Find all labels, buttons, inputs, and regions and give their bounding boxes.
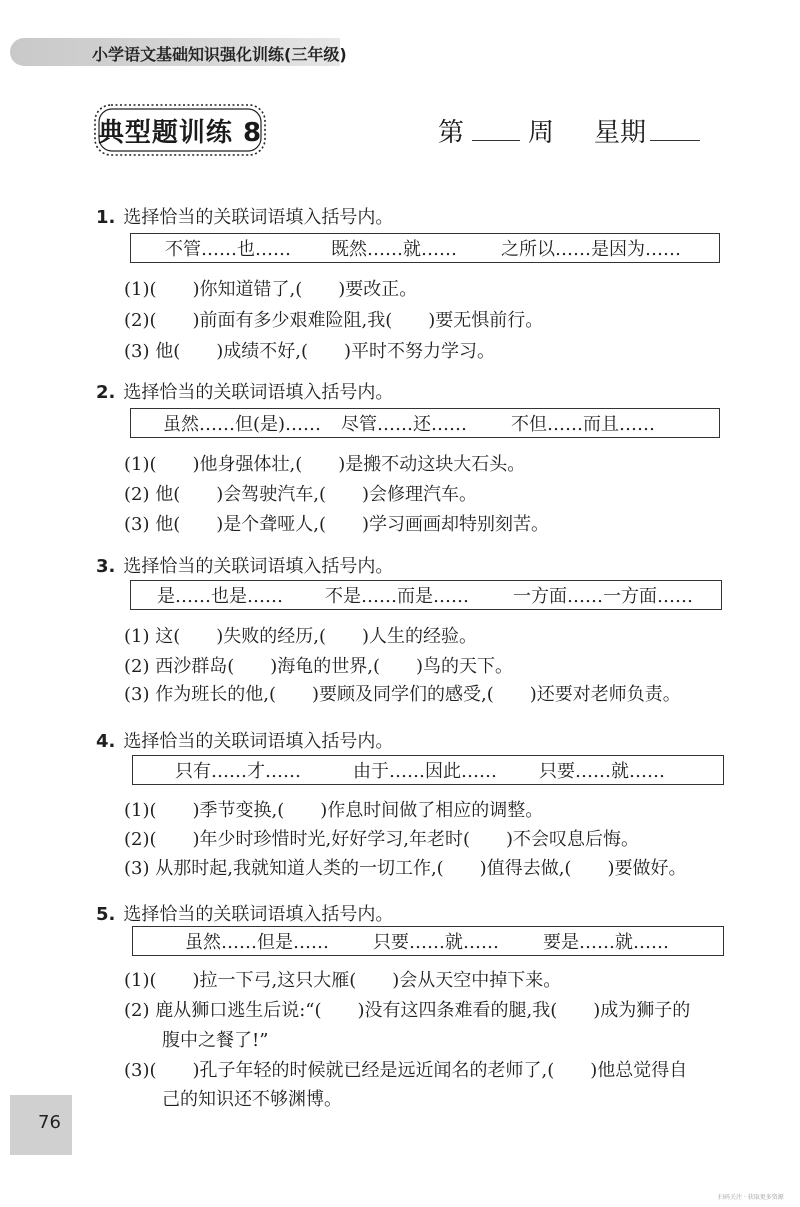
word-option: 由于……因此…… (353, 761, 497, 782)
question-title: 4. 选择恰当的关联词语填入括号内。 (96, 731, 394, 752)
exercise-badge (92, 102, 268, 158)
word-option: 不是……而是…… (325, 586, 469, 607)
word-bank (130, 580, 722, 610)
word-option: 虽然……但(是)…… (163, 414, 322, 435)
question-item: (1)( )他身强体壮,( )是搬不动这块大石头。 (124, 454, 526, 475)
question-title: 1. 选择恰当的关联词语填入括号内。 (96, 207, 394, 228)
question-item: (1) 这( )失败的经历,( )人生的经验。 (124, 626, 478, 647)
word-bank (130, 233, 720, 263)
question-item: (2) 西沙群岛( )海龟的世界,( )鸟的天下。 (124, 656, 514, 677)
week-zhou-label: 周 (528, 118, 555, 148)
week-day-line (438, 112, 700, 149)
question-item: (3) 他( )是个聋哑人,( )学习画画却特别刻苦。 (124, 514, 550, 535)
question-item: (1)( )季节变换,( )作息时间做了相应的调整。 (124, 800, 544, 821)
question-title: 2. 选择恰当的关联词语填入括号内。 (96, 382, 394, 403)
question-item: (2)( )年少时珍惜时光,好好学习,年老时( )不会叹息后悔。 (124, 829, 640, 850)
word-option: 只要……就…… (539, 761, 665, 782)
page-number: 76 (38, 1112, 61, 1133)
question-item: (3) 他( )成绩不好,( )平时不努力学习。 (124, 341, 496, 362)
question-item: (2) 鹿从狮口逃生后说:“( )没有这四条难看的腿,我( )成为狮子的 (124, 1000, 691, 1021)
question-item-continued: 腹中之餐了!” (162, 1030, 269, 1051)
word-option: 虽然……但是…… (185, 932, 329, 953)
word-option: 是……也是…… (157, 586, 283, 607)
word-option: 一方面……一方面…… (513, 586, 693, 607)
word-option: 不管……也…… (165, 239, 291, 260)
question-item: (2)( )前面有多少艰难险阻,我( )要无惧前行。 (124, 310, 544, 331)
question-item: (2) 他( )会驾驶汽车,( )会修理汽车。 (124, 484, 478, 505)
question-item-continued: 己的知识还不够渊博。 (162, 1089, 342, 1110)
badge-title: 典型题训练 8 (97, 117, 263, 148)
footer-note: 扫码关注 · 获取更多资源 (718, 1194, 784, 1201)
word-option: 不但……而且…… (511, 414, 655, 435)
question-item: (3) 从那时起,我就知道人类的一切工作,( )值得去做,( )要做好。 (124, 858, 687, 879)
question-item: (1)( )拉一下弓,这只大雁( )会从天空中掉下来。 (124, 970, 562, 991)
word-bank (130, 408, 720, 438)
weekday-blank[interactable] (650, 139, 700, 141)
question-title: 3. 选择恰当的关联词语填入括号内。 (96, 556, 394, 577)
word-bank (132, 926, 724, 956)
question-title: 5. 选择恰当的关联词语填入括号内。 (96, 904, 394, 925)
word-option: 只有……才…… (175, 761, 301, 782)
weekday-label: 星期 (594, 118, 647, 148)
word-bank (132, 755, 724, 785)
question-item: (3)( )孔子年轻的时候就已经是远近闻名的老师了,( )他总觉得自 (124, 1060, 688, 1081)
word-option: 之所以……是因为…… (501, 239, 681, 260)
week-di-label: 第 (438, 118, 465, 148)
question-item: (3) 作为班长的他,( )要顾及同学们的感受,( )还要对老师负责。 (124, 684, 681, 705)
book-title: 小学语文基础知识强化训练(三年级) (92, 45, 347, 64)
week-blank[interactable] (472, 139, 520, 141)
word-option: 尽管……还…… (341, 414, 467, 435)
question-item: (1)( )你知道错了,( )要改正。 (124, 279, 418, 300)
word-option: 要是……就…… (543, 932, 669, 953)
word-option: 只要……就…… (373, 932, 499, 953)
word-option: 既然……就…… (331, 239, 457, 260)
